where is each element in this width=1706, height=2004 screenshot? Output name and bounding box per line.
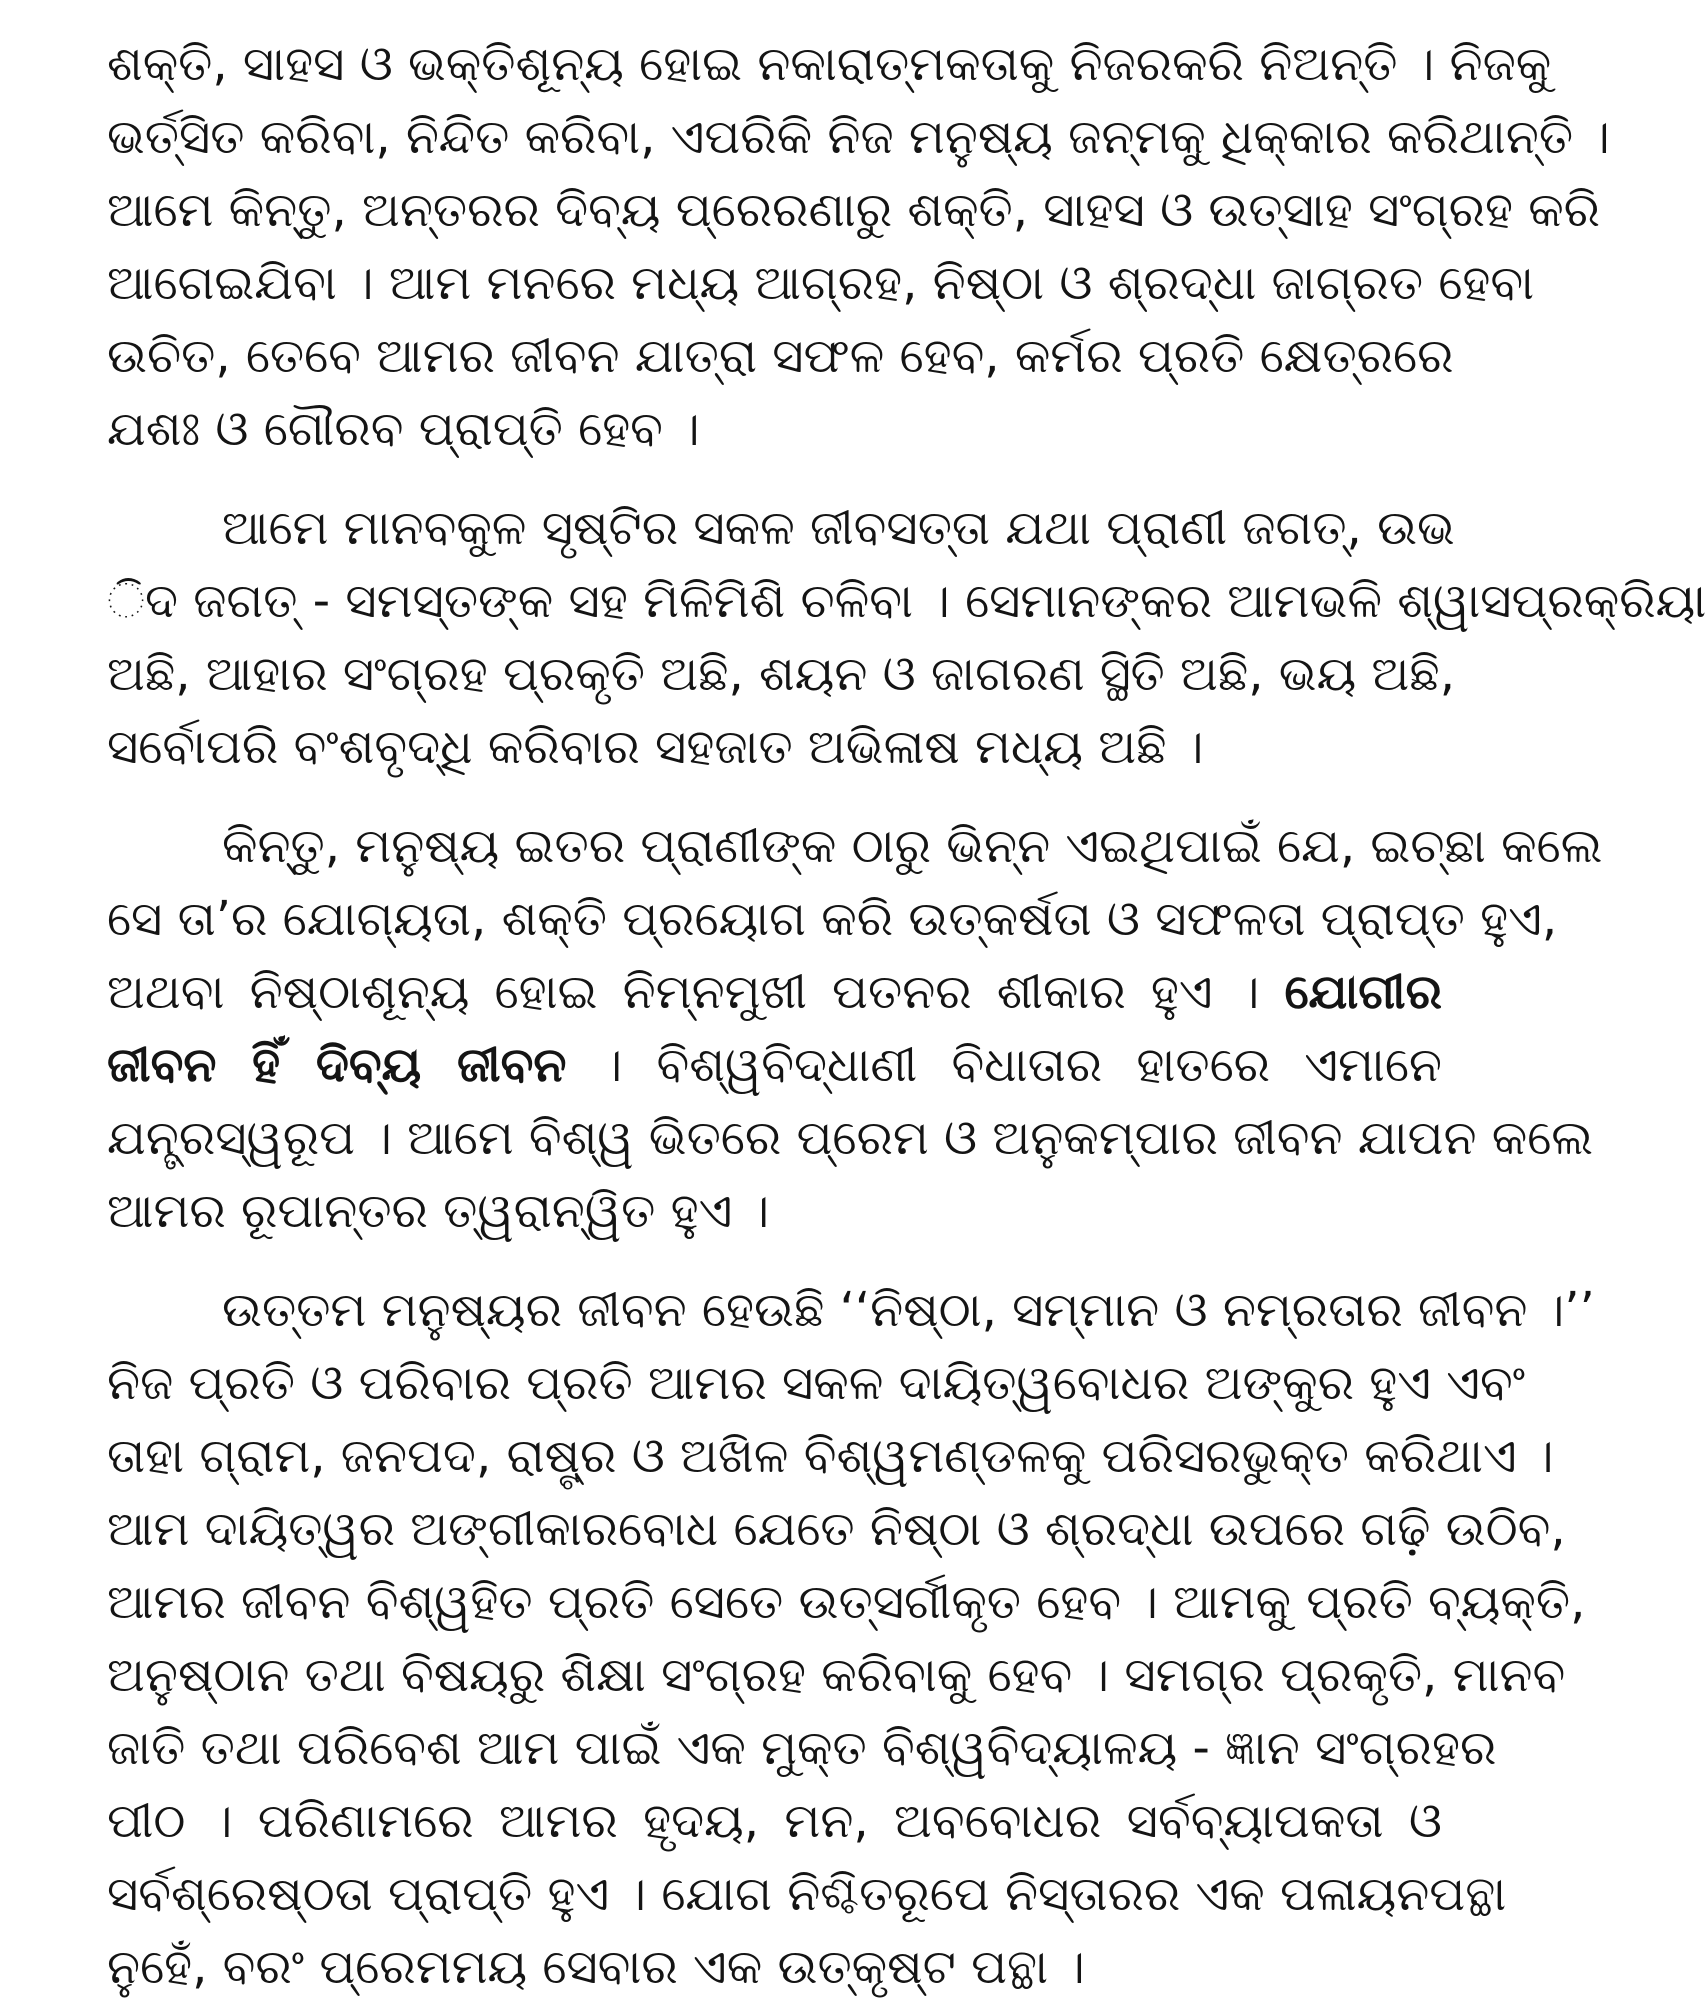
text-line: ଉଚିତ, ତେବେ ଆମର ଜୀବନ ଯାତ୍ରା ସଫଳ ହେବ, କର୍ମର ପ୍ରତି କ୍ଷେତ୍ରରେ xyxy=(107,328,1454,384)
text-line: ଭର୍ତ୍ସିତ କରିବା, ନିନ୍ଦିତ କରିବା, ଏପରିକି ନିଜ ମନୁଷ୍ୟ ଜନ୍ମକୁ ଧିକ୍କାର କରିଥାନ୍ତି । xyxy=(107,109,1610,165)
text-line: ଆମ ଦାୟିତ୍ୱର ଅଙ୍ଗୀକାରବୋଧ ଯେତେ ନିଷ୍ଠା ଓ ଶ୍ରଦ୍ଧା ଉପରେ ଗଢ଼ି ଉଠିବ, xyxy=(107,1501,1566,1557)
text-line: ସେ ତା’ର ଯୋଗ୍ୟତା, ଶକ୍ତି ପ୍ରୟୋଗ କରି ଉତ୍କର୍ଷତା ଓ ସଫଳତା ପ୍ରାପ୍ତ ହୁଏ, xyxy=(107,891,1558,947)
text-segment: ଅଥବା ନିଷ୍ଠାଶୂନ୍ୟ ହୋଇ ନିମ୍ନମୁଖୀ ପତନର ଶୀକାର ହୁଏ । xyxy=(107,964,1260,1020)
text-line: ଆମେ ମାନବକୁଳ ସୃଷ୍ଟିର ସକଳ ଜୀବସତ୍ତା ଯଥା ପ୍ରାଣୀ ଜଗତ୍, ଉଭ xyxy=(222,500,1455,556)
text-line: ଆମେ କିନ୍ତୁ, ଅନ୍ତରର ଦିବ୍ୟ ପ୍ରେରଣାରୁ ଶକ୍ତି, ସାହସ ଓ ଉତ୍ସାହ ସଂଗ୍ରହ କରି xyxy=(107,182,1601,238)
text-line: ଉତ୍ତମ ମନୁଷ୍ୟର ଜୀବନ ହେଉଛି ‘‘ନିଷ୍ଠା, ସମ୍ମାନ ଓ ନମ୍ରତାର ଜୀବନ ।’’ xyxy=(222,1282,1595,1338)
text-line: ସର୍ବଶ୍ରେଷ୍ଠତା ପ୍ରାପ୍ତି ହୁଏ । ଯୋଗ ନିଶ୍ଚିତରୂପେ ନିସ୍ତାରର ଏକ ପଳାୟନପନ୍ଥା xyxy=(107,1866,1507,1922)
text-line: ିଦ ଜଗତ୍ - ସମସ୍ତଙ୍କ ସହ ମିଳିମିଶି ଚଳିବା । ସେମାନଙ୍କର ଆମଭଳି ଶ୍ୱାସପ୍ରକ୍ରିୟା xyxy=(107,573,1706,629)
text-segment: । ବିଶ୍ୱବିଦ୍ଧାଣୀ ବିଧାତାର ହାତରେ ଏମାନେ xyxy=(600,1037,1442,1093)
text-line: ଯଶଃ ଓ ଗୌରବ ପ୍ରାପ୍ତି ହେବ । xyxy=(107,401,700,457)
text-line: ଆଗେଇଯିବା । ଆମ ମନରେ ମଧ୍ୟ ଆଗ୍ରହ, ନିଷ୍ଠା ଓ ଶ୍ରଦ୍ଧା ଜାଗ୍ରତ ହେବା xyxy=(107,255,1535,311)
text-line: ଅନୁଷ୍ଠାନ ତଥା ବିଷୟରୁ ଶିକ୍ଷା ସଂଗ୍ରହ କରିବାକୁ ହେବ । ସମଗ୍ର ପ୍ରକୃତି, ମାନବ xyxy=(107,1647,1566,1703)
paragraph-4 xyxy=(107,1274,1595,2004)
text-line: ନୁହେଁ, ବରଂ ପ୍ରେମମୟ ସେବାର ଏକ ଉତ୍କୃଷ୍ଟ ପନ୍ଥା । xyxy=(107,1939,1085,1995)
text-line: ନିଜ ପ୍ରତି ଓ ପରିବାର ପ୍ରତି ଆମର ସକଳ ଦାୟିତ୍ୱବୋଧର ଅଙ୍କୁର ହୁଏ ଏବଂ xyxy=(107,1355,1526,1411)
bold-heading-phrase: ଯୋଗୀର xyxy=(1284,964,1442,1020)
text-line: ଆମର ରୂପାନ୍ତର ତ୍ୱରାନ୍ୱିତ ହୁଏ । xyxy=(107,1183,770,1239)
text-line xyxy=(107,1029,1442,1102)
text-line: ଯନ୍ତ୍ରସ୍ୱରୂପ । ଆମେ ବିଶ୍ୱ ଭିତରେ ପ୍ରେମ ଓ ଅନୁକମ୍ପାର ଜୀବନ ଯାପନ କଲେ xyxy=(107,1110,1594,1166)
paragraph-1 xyxy=(107,28,1610,466)
text-line: ଶକ୍ତି, ସାହସ ଓ ଭକ୍ତିଶୂନ୍ୟ ହୋଇ ନକାରାତ୍ମକତାକୁ ନିଜରକରି ନିଅନ୍ତି । ନିଜକୁ xyxy=(107,36,1552,92)
text-line: ଆମର ଜୀବନ ବିଶ୍ୱହିତ ପ୍ରତି ସେତେ ଉତ୍ସର୍ଗୀକୃତ ହେବ । ଆମକୁ ପ୍ରତି ବ୍ୟକ୍ତି, xyxy=(107,1574,1586,1630)
text-line: ସର୍ବୋପରି ବଂଶବୃଦ୍ଧି କରିବାର ସହଜାତ ଅଭିଳାଷ ମଧ୍ୟ ଅଛି । xyxy=(107,719,1204,775)
text-line: କିନ୍ତୁ, ମନୁଷ୍ୟ ଇତର ପ୍ରାଣୀଙ୍କ ଠାରୁ ଭିନ୍ନ ଏଇଥିପାଇଁ ଯେ, ଇଚ୍ଛା କଲେ xyxy=(222,818,1603,874)
paragraph-3 xyxy=(107,810,1603,1248)
text-line: ପୀଠ । ପରିଣାମରେ ଆମର ହୃଦୟ, ମନ, ଅବବୋଧର ସର୍ବବ୍ୟାପକତା ଓ xyxy=(107,1793,1442,1849)
text-line: ଜାତି ତଥା ପରିବେଶ ଆମ ପାଇଁ ଏକ ମୁକ୍ତ ବିଶ୍ୱବିଦ୍ୟାଳୟ - ଜ୍ଞାନ ସଂଗ୍ରହର xyxy=(107,1720,1497,1776)
text-line: ଅଛି, ଆହାର ସଂଗ୍ରହ ପ୍ରକୃତି ଅଛି, ଶୟନ ଓ ଜାଗରଣ ସ୍ଥିତି ଅଛି, ଭୟ ଅଛି, xyxy=(107,646,1455,702)
text-line xyxy=(107,956,1442,1029)
bold-heading-phrase: ଜୀବନ ହିଁ ଦିବ୍ୟ ଜୀବନ xyxy=(107,1037,567,1093)
text-line: ତାହା ଗ୍ରାମ, ଜନପଦ, ରାଷ୍ଟ୍ର ଓ ଅଖିଳ ବିଶ୍ୱମଣ୍ଡଳକୁ ପରିସରଭୁକ୍ତ କରିଥାଏ । xyxy=(107,1428,1554,1484)
paragraph-2 xyxy=(107,492,1706,784)
